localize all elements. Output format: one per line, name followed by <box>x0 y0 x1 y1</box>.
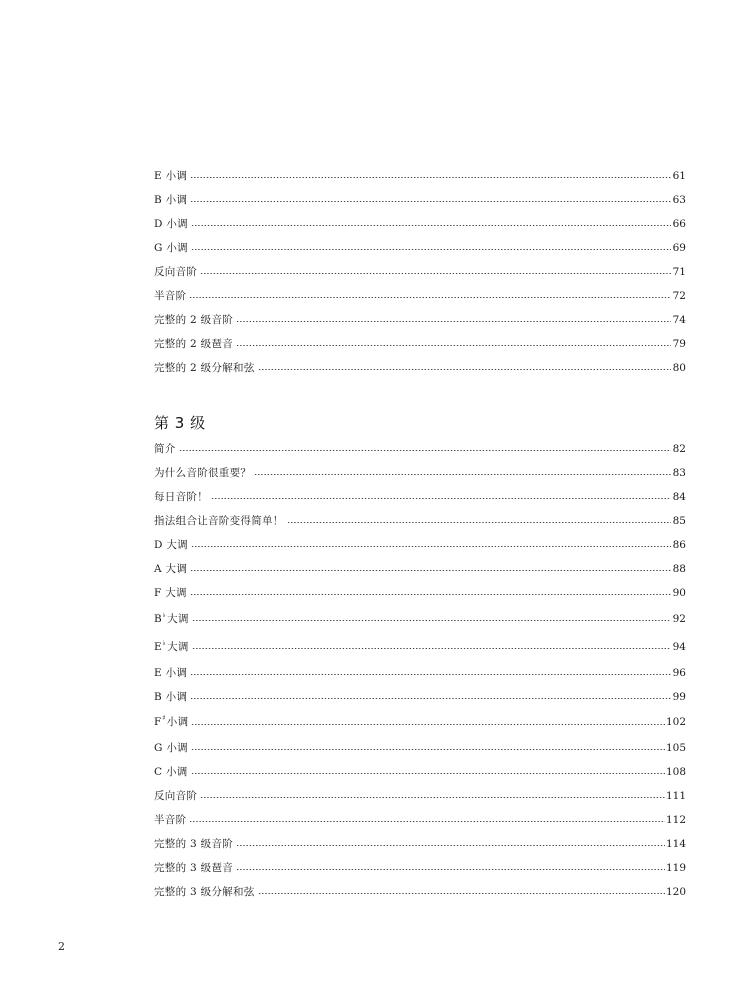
toc-entry <box>154 605 686 633</box>
dot-leader <box>236 845 665 846</box>
dot-leader <box>190 570 671 571</box>
toc-entry <box>154 709 686 736</box>
toc-entry-page-number: 80 <box>672 362 686 374</box>
toc-entry-title: 指法组合让音阶变得简单！ <box>154 515 284 527</box>
toc-entry <box>154 832 686 856</box>
toc-entry-title: F♯小调 <box>154 713 189 728</box>
toc-entry-title: E 小调 <box>154 667 188 679</box>
toc-entry-page-number: 79 <box>672 338 686 350</box>
dot-leader <box>190 594 671 595</box>
toc-entry-title: 反向音阶 <box>154 790 198 802</box>
toc-section-level-2 <box>154 164 686 380</box>
toc-entry <box>154 685 686 709</box>
toc-entry <box>154 784 686 808</box>
toc-entry-page-number: 90 <box>672 587 686 599</box>
dot-leader <box>189 821 665 822</box>
dot-leader <box>190 674 671 675</box>
toc-entry-page-number: 102 <box>665 716 686 728</box>
toc-entry <box>154 308 686 332</box>
toc-entry-title: D 小调 <box>154 218 188 230</box>
toc-entry-page-number: 92 <box>672 613 686 625</box>
dot-leader <box>236 869 665 870</box>
toc-entry <box>154 260 686 284</box>
toc-entry <box>154 736 686 760</box>
toc-entry <box>154 760 686 784</box>
toc-entry <box>154 284 686 308</box>
toc-entry-title: A 大调 <box>154 563 188 575</box>
toc-entry-title: 完整的 3 级琶音 <box>154 862 234 874</box>
toc-entry-title: G 小调 <box>154 242 188 254</box>
toc-entry <box>154 437 686 461</box>
toc-entry-page-number: 108 <box>665 766 686 778</box>
dot-leader <box>191 249 671 250</box>
toc-entry-page-number: 71 <box>672 266 686 278</box>
toc-entry-title: 半音阶 <box>154 814 187 826</box>
dot-leader <box>191 773 665 774</box>
toc-entry <box>154 633 686 661</box>
toc-entry-page-number: 114 <box>665 838 686 850</box>
dot-leader <box>236 321 671 322</box>
dot-leader <box>254 474 671 475</box>
toc-entry <box>154 332 686 356</box>
toc-entry <box>154 485 686 509</box>
toc-entry-title: 反向音阶 <box>154 266 198 278</box>
dot-leader <box>200 797 665 798</box>
toc-entry-page-number: 112 <box>665 814 686 826</box>
toc-entry-title: E 小调 <box>154 170 188 182</box>
toc-entry-title: 完整的 2 级音阶 <box>154 314 234 326</box>
dot-leader <box>191 749 665 750</box>
toc-entry-page-number: 83 <box>672 467 686 479</box>
dot-leader <box>258 893 665 894</box>
toc-entry-title: G 小调 <box>154 742 188 754</box>
toc-entry <box>154 188 686 212</box>
dot-leader <box>200 273 671 274</box>
dot-leader <box>287 522 671 523</box>
toc-entry <box>154 461 686 485</box>
toc-entry-page-number: 88 <box>672 563 686 575</box>
toc-entry <box>154 164 686 188</box>
toc-entry <box>154 808 686 832</box>
dot-leader <box>190 201 671 202</box>
toc-entry-page-number: 69 <box>672 242 686 254</box>
dot-leader <box>258 369 671 370</box>
toc-entry-page-number: 66 <box>672 218 686 230</box>
accidental-symbol: ♭ <box>162 638 167 647</box>
dot-leader <box>189 297 671 298</box>
dot-leader <box>192 620 671 621</box>
dot-leader <box>191 546 671 547</box>
toc-entry-page-number: 120 <box>665 886 686 898</box>
dot-leader <box>236 345 671 346</box>
toc-entry-title: B 小调 <box>154 194 188 206</box>
dot-leader <box>190 698 671 699</box>
toc-entry <box>154 509 686 533</box>
toc-entry-title: E♭大调 <box>154 638 189 653</box>
section-heading-level-3: 第 3 级 <box>154 414 206 432</box>
dot-leader <box>191 724 665 725</box>
toc-entry-page-number: 61 <box>672 170 686 182</box>
accidental-symbol: ♭ <box>162 610 167 619</box>
toc-entry-title: 完整的 3 级分解和弦 <box>154 886 255 898</box>
toc-entry-page-number: 63 <box>672 194 686 206</box>
toc-entry-page-number: 86 <box>672 539 686 551</box>
toc-entry-title: 半音阶 <box>154 290 187 302</box>
page-number: 2 <box>58 940 65 953</box>
toc-entry <box>154 557 686 581</box>
toc-entry-title: 简介 <box>154 443 176 455</box>
toc-entry-page-number: 85 <box>672 515 686 527</box>
toc-entry-page-number: 74 <box>672 314 686 326</box>
toc-entry-page-number: 84 <box>672 491 686 503</box>
toc-entry-title: 完整的 2 级琶音 <box>154 338 234 350</box>
toc-entry-title: F 大调 <box>154 587 187 599</box>
dot-leader <box>190 177 671 178</box>
toc-entry <box>154 880 686 904</box>
toc-entry <box>154 533 686 557</box>
toc-entry-page-number: 82 <box>672 443 686 455</box>
toc-entry <box>154 581 686 605</box>
toc-entry-title: 完整的 3 级音阶 <box>154 838 234 850</box>
toc-entry <box>154 236 686 260</box>
toc-entry-page-number: 105 <box>665 742 686 754</box>
toc-entry-page-number: 94 <box>672 641 686 653</box>
dot-leader <box>191 225 671 226</box>
accidental-symbol: ♯ <box>162 713 166 722</box>
dot-leader <box>179 450 671 451</box>
toc-entry-page-number: 96 <box>672 667 686 679</box>
toc-entry-title: 为什么音阶很重要？ <box>154 467 252 479</box>
toc-entry <box>154 356 686 380</box>
toc-entry-title: B 小调 <box>154 691 188 703</box>
toc-entry <box>154 661 686 685</box>
dot-leader <box>211 498 671 499</box>
toc-section-level-3 <box>154 437 686 904</box>
toc-entry <box>154 856 686 880</box>
toc-entry <box>154 212 686 236</box>
toc-entry-title: C 小调 <box>154 766 188 778</box>
toc-entry-page-number: 119 <box>665 862 686 874</box>
toc-entry-page-number: 72 <box>672 290 686 302</box>
toc-entry-title: 完整的 2 级分解和弦 <box>154 362 255 374</box>
toc-entry-title: B♭大调 <box>154 610 189 625</box>
dot-leader <box>192 648 671 649</box>
toc-entry-page-number: 111 <box>665 790 686 802</box>
toc-entry-title: D 大调 <box>154 539 188 551</box>
toc-entry-title: 每日音阶！ <box>154 491 208 503</box>
toc-entry-page-number: 99 <box>672 691 686 703</box>
